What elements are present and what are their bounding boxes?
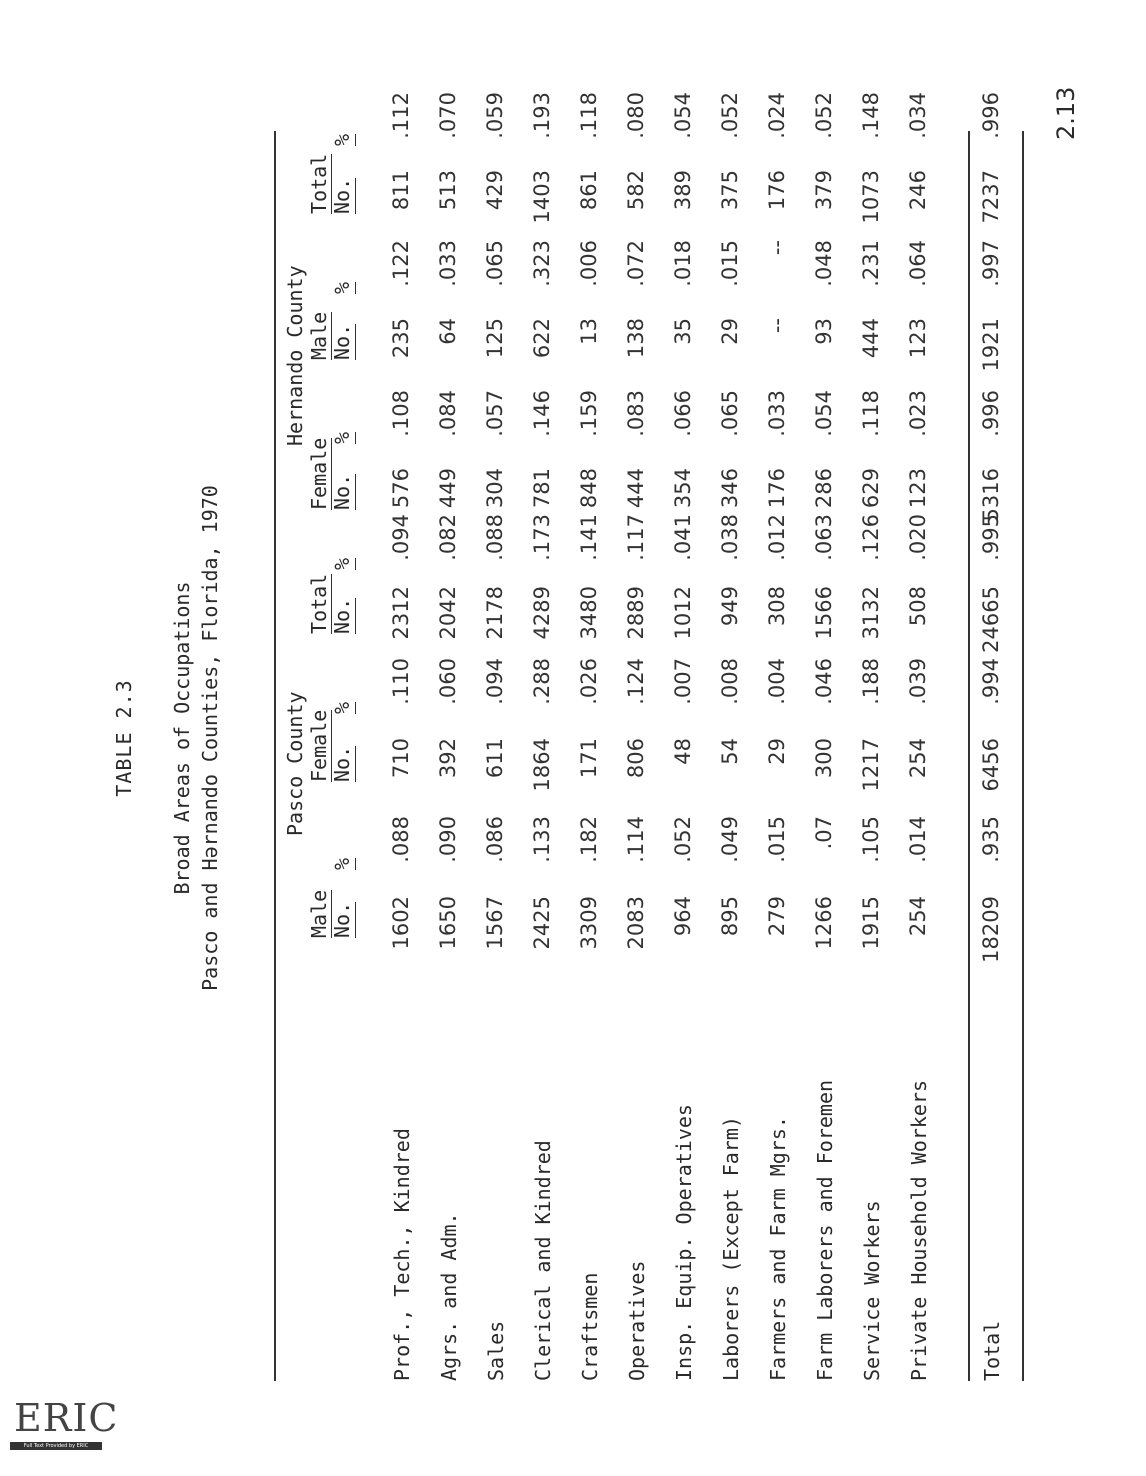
table-cell: .033 <box>436 240 460 287</box>
table-cell: 346 <box>718 468 742 509</box>
col-header-no: No. <box>330 473 354 510</box>
table-cell: 64 <box>436 318 460 345</box>
total-cell: .995 <box>979 514 1003 561</box>
bottom-rule <box>1022 131 1024 1381</box>
col-header-no: No. <box>330 597 354 634</box>
table-cell: 1650 <box>436 896 460 950</box>
table-cell: 235 <box>389 318 413 359</box>
row-label: Prof., Tech., Kindred <box>390 1128 414 1381</box>
table-cell: .094 <box>389 514 413 561</box>
table-cell: 254 <box>906 738 930 779</box>
col-header-pct: % <box>330 431 354 444</box>
table-cell: 176 <box>765 170 789 211</box>
group-header: Total <box>307 573 331 634</box>
table-cell: 1012 <box>671 586 695 640</box>
table-cell: 964 <box>671 896 695 937</box>
col-header-pct: % <box>330 857 354 870</box>
table-cell: .083 <box>624 390 648 437</box>
table-cell: .133 <box>530 816 554 863</box>
row-label: Sales <box>484 1320 508 1381</box>
col-header-no: No. <box>330 323 354 360</box>
table-cell: .014 <box>906 816 930 863</box>
table-cell: 861 <box>577 170 601 211</box>
table-cell: 379 <box>812 170 836 211</box>
total-cell: 6456 <box>979 738 1003 792</box>
logo-tagline: Full Text Provided by ERIC <box>10 1442 102 1450</box>
table-cell: 582 <box>624 170 648 211</box>
table-cell: .080 <box>624 92 648 139</box>
table-cell: 1915 <box>859 896 883 950</box>
table-cell: .070 <box>436 92 460 139</box>
table-cell: 1217 <box>859 738 883 792</box>
table-cell: 2425 <box>530 896 554 950</box>
total-cell: 24665 <box>979 586 1003 653</box>
table-cell: .090 <box>436 816 460 863</box>
table-cell: 949 <box>718 586 742 627</box>
row-label: Farmers and Farm Mgrs. <box>766 1116 790 1381</box>
row-label: Service Workers <box>860 1200 884 1381</box>
table-cell: 138 <box>624 318 648 359</box>
table-cell: 429 <box>483 170 507 211</box>
table-cell: -- <box>765 318 789 334</box>
table-cell: 1864 <box>530 738 554 792</box>
table-cell: -- <box>765 240 789 256</box>
table-cell: .088 <box>389 816 413 863</box>
table-cell: .024 <box>765 92 789 139</box>
table-cell: .038 <box>718 514 742 561</box>
table-cell: 279 <box>765 896 789 937</box>
table-cell: 2178 <box>483 586 507 640</box>
table-cell: .112 <box>389 92 413 139</box>
table-number: TABLE 2.3 <box>112 679 136 797</box>
total-cell: 5316 <box>979 468 1003 522</box>
table-cell: .033 <box>765 390 789 437</box>
table-cell: 1566 <box>812 586 836 640</box>
table-cell: 1403 <box>530 170 554 224</box>
group-header: Male <box>307 889 331 938</box>
col-header-pct: % <box>330 133 354 146</box>
table-cell: 35 <box>671 318 695 345</box>
row-label: Operatives <box>625 1260 649 1381</box>
col-header-no: No. <box>330 901 354 938</box>
table-cell: 2042 <box>436 586 460 640</box>
group-header: Male <box>307 311 331 360</box>
table-cell: .052 <box>718 92 742 139</box>
table-cell: .084 <box>436 390 460 437</box>
table-cell: 254 <box>906 896 930 937</box>
table-cell: 93 <box>812 318 836 345</box>
table-cell: 54 <box>718 738 742 765</box>
table-cell: 123 <box>906 468 930 509</box>
caption-line-1: Broad Areas of Occupations <box>170 581 194 895</box>
table-cell: .015 <box>765 816 789 863</box>
table-cell: .026 <box>577 658 601 705</box>
table-cell: .146 <box>530 390 554 437</box>
table-cell: .012 <box>765 514 789 561</box>
table-cell: 125 <box>483 318 507 359</box>
table-cell: 1073 <box>859 170 883 224</box>
table-cell: .173 <box>530 514 554 561</box>
total-cell: .994 <box>979 658 1003 705</box>
table-cell: .231 <box>859 240 883 287</box>
table-cell: .105 <box>859 816 883 863</box>
table-cell: .188 <box>859 658 883 705</box>
table-cell: 848 <box>577 468 601 509</box>
table-cell: .323 <box>530 240 554 287</box>
table-cell: .088 <box>483 514 507 561</box>
table-cell: 13 <box>577 318 601 345</box>
table-cell: .052 <box>812 92 836 139</box>
col-header-pct: % <box>330 557 354 570</box>
table-cell: .126 <box>859 514 883 561</box>
table-cell: .059 <box>483 92 507 139</box>
table-cell: .052 <box>671 816 695 863</box>
county-header-hernando: Hernando County <box>283 265 307 446</box>
county-header-pasco: Pasco County <box>283 691 307 836</box>
table-cell: .118 <box>859 390 883 437</box>
table-cell: .046 <box>812 658 836 705</box>
table-cell: 444 <box>624 468 648 509</box>
table-cell: .141 <box>577 514 601 561</box>
group-header: Female <box>307 437 331 510</box>
table-cell: 246 <box>906 170 930 211</box>
table-cell: .015 <box>718 240 742 287</box>
top-rule <box>274 131 276 1381</box>
table-cell: 308 <box>765 586 789 627</box>
total-cell: .935 <box>979 816 1003 863</box>
table-cell: 781 <box>530 468 554 509</box>
table-cell: 1567 <box>483 896 507 950</box>
table-cell: 389 <box>671 170 695 211</box>
table-cell: 1266 <box>812 896 836 950</box>
eric-logo <box>8 1390 119 1456</box>
col-header-no: No. <box>330 745 354 782</box>
table-cell: 895 <box>718 896 742 937</box>
table-cell: .066 <box>671 390 695 437</box>
row-label: Laborers (Except Farm) <box>719 1116 743 1381</box>
table-cell: 576 <box>389 468 413 509</box>
table-cell: .039 <box>906 658 930 705</box>
table-cell: 2312 <box>389 586 413 640</box>
table-cell: 354 <box>671 468 695 509</box>
table-cell: .054 <box>812 390 836 437</box>
total-label: Total <box>980 1320 1004 1381</box>
table-cell: 286 <box>812 468 836 509</box>
table-cell: 171 <box>577 738 601 779</box>
table-cell: .065 <box>718 390 742 437</box>
table-cell: 48 <box>671 738 695 765</box>
col-header-no: No. <box>330 177 354 214</box>
caption-line-2: Pasco and Hərnando Counties, Florida, 1970 <box>198 485 222 991</box>
table-cell: 444 <box>859 318 883 359</box>
table-cell: .054 <box>671 92 695 139</box>
logo-text: ERIC <box>14 1396 119 1440</box>
table-cell: .034 <box>906 92 930 139</box>
table-cell: .020 <box>906 514 930 561</box>
table-cell: .023 <box>906 390 930 437</box>
table-cell: .018 <box>671 240 695 287</box>
table-cell: 176 <box>765 468 789 509</box>
table-cell: 1602 <box>389 896 413 950</box>
row-label: Agrs. and Adm. <box>437 1212 461 1381</box>
total-cell: .996 <box>979 92 1003 139</box>
table-cell: 392 <box>436 738 460 779</box>
table-cell: 508 <box>906 586 930 627</box>
table-cell: .118 <box>577 92 601 139</box>
table-cell: .060 <box>436 658 460 705</box>
table-cell: 3480 <box>577 586 601 640</box>
table-cell: 449 <box>436 468 460 509</box>
table-cell: .108 <box>389 390 413 437</box>
table-cell: .008 <box>718 658 742 705</box>
table-cell: 123 <box>906 318 930 359</box>
table-cell: .159 <box>577 390 601 437</box>
table-cell: 4289 <box>530 586 554 640</box>
row-label: Craftsmen <box>578 1272 602 1381</box>
table-cell: 513 <box>436 170 460 211</box>
table-cell: .057 <box>483 390 507 437</box>
table-cell: 304 <box>483 468 507 509</box>
table-cell: .114 <box>624 816 648 863</box>
table-cell: .086 <box>483 816 507 863</box>
table-cell: .07 <box>812 816 836 850</box>
table-cell: .182 <box>577 816 601 863</box>
table-cell: .065 <box>483 240 507 287</box>
table-caption <box>168 0 224 1476</box>
table-cell: .041 <box>671 514 695 561</box>
total-cell: .996 <box>979 390 1003 437</box>
table-cell: .122 <box>389 240 413 287</box>
total-cell: .997 <box>979 240 1003 287</box>
table-cell: .004 <box>765 658 789 705</box>
table-cell: .049 <box>718 816 742 863</box>
table-cell: 375 <box>718 170 742 211</box>
table-cell: 2889 <box>624 586 648 640</box>
table-cell: 629 <box>859 468 883 509</box>
table-cell: .064 <box>906 240 930 287</box>
table-cell: 622 <box>530 318 554 359</box>
table-cell: 29 <box>718 318 742 345</box>
table-cell: 3309 <box>577 896 601 950</box>
total-cell: 1921 <box>979 318 1003 372</box>
table-cell: .082 <box>436 514 460 561</box>
page-number: 2.13 <box>1052 86 1080 140</box>
table-cell: 611 <box>483 738 507 779</box>
col-header-pct: % <box>330 701 354 714</box>
table-cell: .006 <box>577 240 601 287</box>
table-cell: 29 <box>765 738 789 765</box>
table-cell: .110 <box>389 658 413 705</box>
row-label: Farm Laborers and Foremen <box>813 1079 837 1381</box>
total-cell: 18209 <box>979 896 1003 963</box>
row-label: Clerical and Kindred <box>531 1140 555 1381</box>
col-header-pct: % <box>330 281 354 294</box>
total-cell: 7237 <box>979 170 1003 224</box>
table-cell: .148 <box>859 92 883 139</box>
row-label: Private Household Workers <box>907 1079 931 1381</box>
group-header: Total <box>307 153 331 214</box>
table-cell: 811 <box>389 170 413 211</box>
table-cell: .193 <box>530 92 554 139</box>
table-cell: 710 <box>389 738 413 779</box>
table-cell: .288 <box>530 658 554 705</box>
table-cell: .063 <box>812 514 836 561</box>
table-cell: .094 <box>483 658 507 705</box>
group-header: Female <box>307 709 331 782</box>
table-cell: .072 <box>624 240 648 287</box>
table-cell: .124 <box>624 658 648 705</box>
table-cell: 3132 <box>859 586 883 640</box>
table-cell: .007 <box>671 658 695 705</box>
table-cell: 806 <box>624 738 648 779</box>
row-label: Insp. Equip. Operatives <box>672 1104 696 1381</box>
table-cell: 2083 <box>624 896 648 950</box>
table-cell: .117 <box>624 514 648 561</box>
total-rule <box>968 131 970 1381</box>
table-cell: 300 <box>812 738 836 779</box>
table-cell: .048 <box>812 240 836 287</box>
